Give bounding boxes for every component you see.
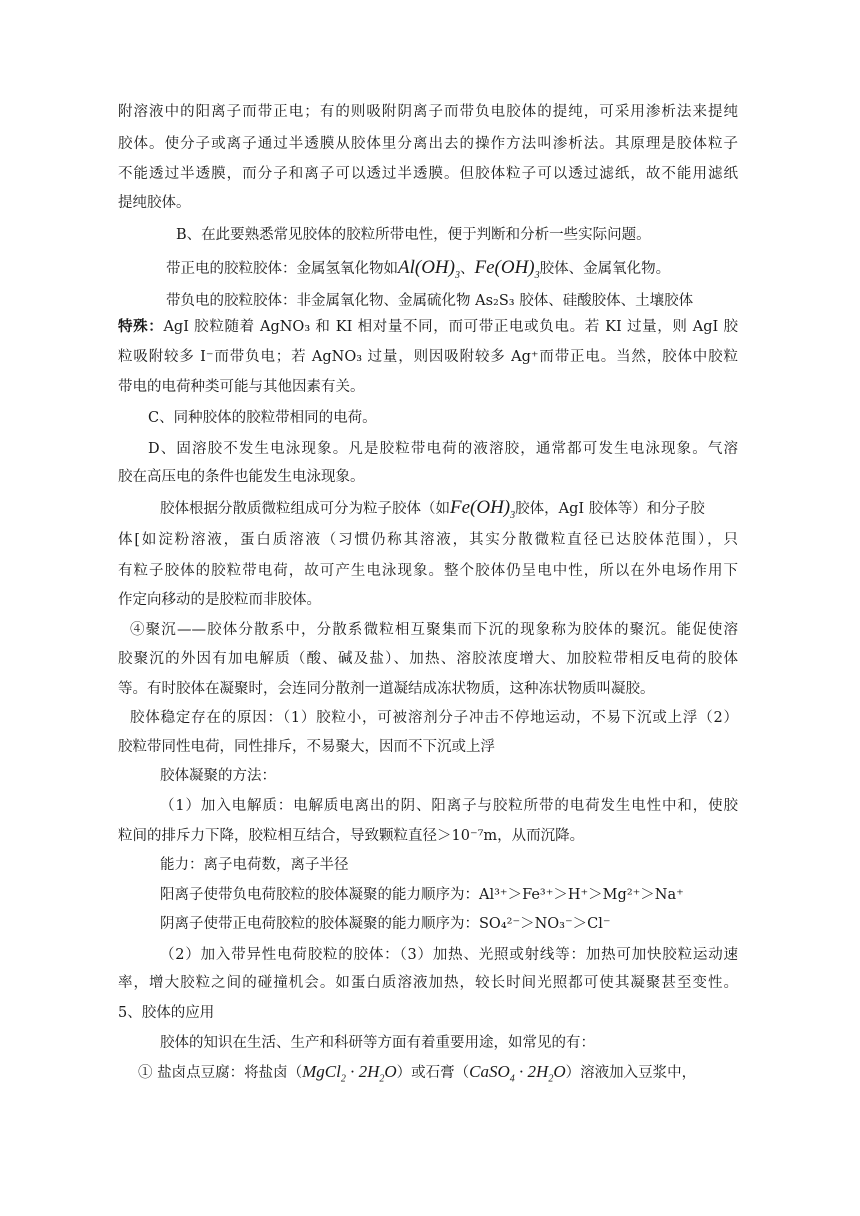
formula-text: Fe(OH) [450, 497, 511, 518]
special-label: 特殊： [118, 318, 164, 335]
formula-text: Al(OH) [398, 257, 455, 278]
text-line-8 [118, 317, 738, 337]
text-segment: 胶体根据分散质微粒组成可分为粒子胶体（如 [160, 501, 450, 517]
text-line-19: 胶聚沉的外因有加电解质（酸、碱及盐）、加热、溶胶浓度增大、加胶粒带相反电荷的胶体 [118, 651, 738, 667]
formula-text: MgCl [302, 1062, 341, 1081]
formula-text: O [384, 1062, 397, 1081]
formula-subscript: 3 [454, 269, 460, 281]
formula-subscript: 3 [510, 509, 516, 521]
text-line-21: 胶体稳定存在的原因：（1）胶粒小，可被溶剂分子冲击不停地运动，不易下沉或上浮（2） [130, 710, 738, 726]
text-line-1: 附溶液中的阳离子而带正电；有的则吸附阴离子而带负电胶体的提纯，可采用渗析法来提纯 [118, 104, 738, 120]
text-line-22: 胶粒带同性电荷，同性排斥，不易聚大，因而不下沉或上浮 [118, 739, 495, 755]
text-line-15: 体[如淀粉溶液，蛋白质溶液（习惯仍称其溶液，其实分散微粒直径已达胶体范围），只 [118, 532, 738, 548]
formula-subscript: 2 [548, 1073, 554, 1085]
section-heading-colloid-applications: 5、胶体的应用 [118, 1005, 215, 1021]
formula-text: · 2H [345, 1062, 380, 1081]
text-line-7: 带负电的胶粒胶体：非金属氧化物、金属硫化物 As₂S₃ 胶体、硅酸胶体、土壤胶体 [166, 293, 694, 309]
text-line-33 [138, 1062, 738, 1083]
text-segment: 胶体、金属氧化物。 [539, 261, 671, 277]
text-line-13: 胶在高压电的条件也能发生电泳现象。 [118, 469, 365, 485]
text-line-25: 粒间的排斥力下降，胶粒相互结合，导致颗粒直径＞10⁻⁷m，从而沉降。 [118, 828, 585, 844]
text-line-32: 胶体的知识在生活、生产和科研等方面有着重要用途，如常见的有： [160, 1035, 595, 1051]
text-line-20: 等。有时胶体在凝聚时，会连同分散剂一道凝结成冻状物质，这种冻状物质叫凝胶。 [118, 681, 655, 697]
text-line-17: 作定向移动的是胶粒而非胶体。 [118, 592, 321, 608]
text-line-30: 率，增大胶粒之间的碰撞机会。如蛋白质溶液加热，较长时间光照都可使其凝聚甚至变性。 [118, 975, 738, 991]
text-line-10: 带电的电荷种类可能与其他因素有关。 [118, 379, 365, 395]
text-line-27: 阳离子使带负电荷胶粒的胶体凝聚的能力顺序为：Al³⁺＞Fe³⁺＞H⁺＞Mg²⁺＞Na⁺ [160, 887, 684, 903]
text-line-12: D、固溶胶不发生电泳现象。凡是胶粒带电荷的液溶胶，通常都可发生电泳现象。气溶 [148, 441, 738, 457]
text-segment: 、 [459, 261, 475, 277]
formula-subscript: 2 [379, 1073, 385, 1085]
text-segment: 带正电的胶粒胶体：金属氢氧化物如 [166, 261, 398, 277]
formula-subscript: 4 [509, 1073, 515, 1085]
formula-mgcl2 [302, 1062, 397, 1085]
text-line-16: 有粒子胶体的胶粒带电荷，故可产生电泳现象。整个胶体仍呈电中性，所以在外电场作用下 [118, 563, 738, 579]
text-segment: ① 盐卤点豆腐：将盐卤（ [138, 1065, 303, 1081]
formula-text: Fe(OH) [474, 257, 535, 278]
formula-feoh3 [474, 257, 540, 281]
text-line-11: C、同种胶体的胶粒带相同的电荷。 [148, 410, 377, 426]
formula-subscript: 2 [340, 1073, 346, 1085]
text-segment: ）溶液加入豆浆中， [565, 1065, 697, 1081]
text-line-29: （2）加入带异性电荷胶粒的胶体：（3）加热、光照或射线等：加热可加快胶粒运动速 [160, 947, 738, 963]
text-line-18: ④聚沉——胶体分散系中，分散系微粒相互聚集而下沉的现象称为胶体的聚沉。能促使溶 [130, 622, 738, 638]
text-line-9: 粒吸附较多 I⁻而带负电；若 AgNO₃ 过量，则因吸附较多 Ag⁺而带正电。当然，胶体中胶粒 [118, 349, 738, 365]
text-line-3: 不能透过半透膜，而分子和离子可以透过半透膜。但胶体粒子可以透过滤纸，故不能用滤纸 [118, 166, 738, 182]
formula-aloh3 [398, 257, 460, 281]
formula-subscript: 3 [534, 269, 540, 281]
text-line-24: （1）加入电解质：电解质电离出的阴、阳离子与胶粒所带的电荷发生电性中和，使胶 [160, 798, 738, 814]
text-line-5: B、在此要熟悉常见胶体的胶粒所带电性，便于判断和分析一些实际问题。 [176, 227, 651, 243]
text-segment: ）或石膏（ [396, 1065, 470, 1081]
text-segment: AgI 胶粒随着 AgNO₃ 和 KI 相对量不同，而可带正电或负电。若 KI 过量，则 AgI 胶 [163, 319, 738, 335]
text-line-6 [166, 258, 726, 279]
formula-text: · 2H [514, 1062, 549, 1081]
text-line-23: 胶体凝聚的方法： [160, 768, 276, 784]
text-line-26: 能力：离子电荷数，离子半径 [160, 857, 349, 873]
text-segment: 胶体，AgI 胶体等）和分子胶 [515, 501, 705, 517]
formula-feoh3 [450, 497, 516, 521]
formula-text: O [553, 1062, 566, 1081]
text-line-4: 提纯胶体。 [118, 195, 191, 211]
text-line-28: 阴离子使带正电荷胶粒的胶体凝聚的能力顺序为：SO₄²⁻＞NO₃⁻＞Cl⁻ [160, 916, 611, 932]
formula-text: CaSO [469, 1062, 510, 1081]
formula-caso4 [469, 1062, 566, 1085]
text-line-14 [160, 498, 738, 519]
text-line-2: 胶体。使分子或离子通过半透膜从胶体里分离出去的操作方法叫渗析法。其原理是胶体粒子 [118, 136, 738, 152]
